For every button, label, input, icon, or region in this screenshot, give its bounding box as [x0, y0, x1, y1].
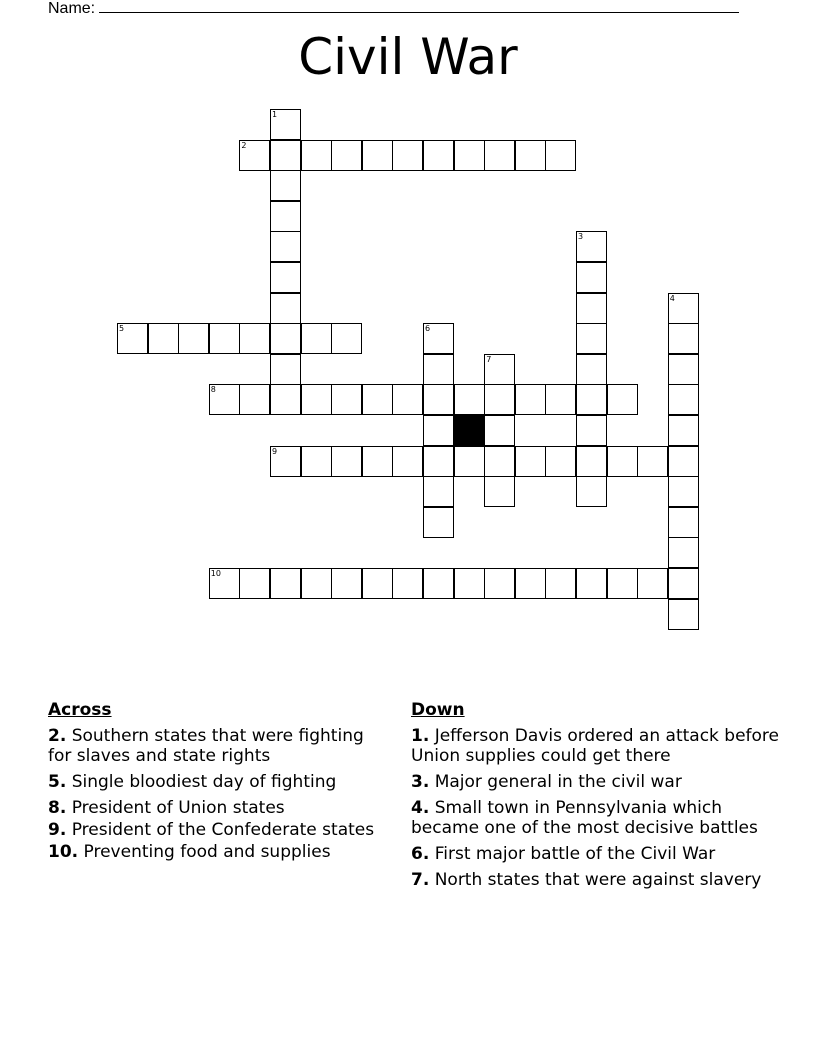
cell-number: 3	[578, 232, 584, 242]
across-clue-10	[48, 842, 388, 862]
grid-cell[interactable]	[270, 568, 301, 599]
grid-cell[interactable]	[362, 446, 393, 477]
across-clue-8	[48, 798, 388, 818]
name-label: Name:	[48, 0, 96, 17]
grid-cell[interactable]	[362, 140, 393, 171]
grid-cell[interactable]	[301, 446, 332, 477]
clue-text: First major battle of the Civil War	[434, 844, 716, 864]
across-clue-2	[48, 726, 388, 766]
clue-number: 10.	[48, 842, 79, 862]
grid-cell[interactable]	[331, 384, 362, 415]
grid-cell[interactable]	[454, 140, 485, 171]
clue-text: Southern states that were fighting for slaves and state rights	[48, 726, 364, 766]
grid-cell[interactable]	[270, 231, 301, 262]
grid-cell[interactable]	[576, 446, 607, 477]
grid-cell[interactable]	[576, 354, 607, 385]
grid-cell[interactable]	[331, 323, 362, 354]
grid-cell[interactable]	[148, 323, 179, 354]
grid-cell[interactable]	[454, 568, 485, 599]
grid-cell[interactable]	[423, 384, 454, 415]
grid-cell[interactable]	[270, 354, 301, 385]
grid-cell[interactable]	[301, 140, 332, 171]
grid-cell[interactable]	[331, 568, 362, 599]
grid-cell[interactable]	[484, 446, 515, 477]
clue-number: 8.	[48, 798, 67, 818]
grid-cell[interactable]	[607, 568, 638, 599]
grid-cell[interactable]	[423, 568, 454, 599]
clue-text: North states that were against slavery	[434, 870, 762, 890]
grid-cell[interactable]	[454, 446, 485, 477]
grid-cell[interactable]	[301, 323, 332, 354]
grid-cell[interactable]	[668, 507, 699, 538]
down-heading: Down	[411, 700, 465, 720]
grid-cell[interactable]	[484, 476, 515, 507]
grid-cell[interactable]	[423, 415, 454, 446]
grid-cell[interactable]	[423, 140, 454, 171]
grid-cell[interactable]	[668, 446, 699, 477]
grid-cell[interactable]	[607, 384, 638, 415]
grid-cell[interactable]	[117, 323, 148, 354]
grid-cell[interactable]	[209, 323, 240, 354]
grid-cell[interactable]	[484, 354, 515, 385]
clue-text: Major general in the civil war	[434, 772, 682, 792]
grid-cell[interactable]	[515, 140, 546, 171]
clue-number: 5.	[48, 772, 67, 792]
grid-cell[interactable]	[392, 140, 423, 171]
grid-cell[interactable]	[576, 384, 607, 415]
clue-number: 4.	[411, 798, 430, 818]
across-clue-9	[48, 820, 388, 840]
grid-cell[interactable]	[270, 384, 301, 415]
grid-cell[interactable]	[668, 323, 699, 354]
cell-number: 4	[669, 293, 675, 303]
grid-cell[interactable]	[392, 568, 423, 599]
grid-cell[interactable]	[423, 446, 454, 477]
grid-cell[interactable]	[362, 384, 393, 415]
grid-cell[interactable]	[270, 201, 301, 232]
grid-cell[interactable]	[270, 170, 301, 201]
grid-cell[interactable]	[362, 568, 393, 599]
down-clue-6	[411, 844, 781, 864]
grid-cell[interactable]	[239, 323, 270, 354]
grid-cell[interactable]	[239, 140, 270, 171]
grid-cell[interactable]	[331, 446, 362, 477]
grid-cell[interactable]	[239, 384, 270, 415]
grid-cell[interactable]	[576, 293, 607, 324]
grid-cell[interactable]	[270, 109, 301, 140]
grid-cell[interactable]	[239, 568, 270, 599]
clue-text: Jefferson Davis ordered an attack before Union supplies could get there	[411, 726, 780, 766]
clue-number: 6.	[411, 844, 430, 864]
grid-cell[interactable]	[545, 568, 576, 599]
down-clue-7	[411, 870, 781, 890]
grid-cell[interactable]	[270, 323, 301, 354]
grid-cell[interactable]	[270, 140, 301, 171]
grid-cell[interactable]	[576, 476, 607, 507]
grid-cell[interactable]	[668, 384, 699, 415]
cell-number: 6	[425, 324, 431, 334]
grid-cell[interactable]	[392, 384, 423, 415]
grid-cell[interactable]	[637, 446, 668, 477]
grid-cell[interactable]	[484, 415, 515, 446]
grid-cell[interactable]	[668, 537, 699, 568]
down-clue-1	[411, 726, 781, 766]
grid-cell[interactable]	[270, 446, 301, 477]
clue-number: 9.	[48, 820, 67, 840]
clue-text: Preventing food and supplies	[83, 842, 331, 862]
clue-text: Small town in Pennsylvania which became one of the most decisive battles	[411, 798, 758, 838]
grid-cell[interactable]	[301, 384, 332, 415]
across-clues	[48, 700, 388, 868]
clue-number: 3.	[411, 772, 430, 792]
grid-cell[interactable]	[423, 476, 454, 507]
cell-number: 8	[210, 385, 216, 395]
grid-cell[interactable]	[576, 231, 607, 262]
page-title: Civil War	[298, 28, 518, 86]
cell-number: 9	[272, 446, 278, 456]
clue-text: President of Union states	[71, 798, 285, 818]
grid-cell[interactable]	[331, 140, 362, 171]
grid-cell[interactable]	[637, 568, 668, 599]
clue-text: President of the Confederate states	[71, 820, 375, 840]
grid-cell[interactable]	[668, 293, 699, 324]
grid-cell[interactable]	[209, 568, 240, 599]
grid-cell[interactable]	[270, 262, 301, 293]
clue-number: 1.	[411, 726, 430, 746]
grid-cell[interactable]	[484, 568, 515, 599]
grid-cell[interactable]	[668, 415, 699, 446]
grid-cell[interactable]	[178, 323, 209, 354]
cell-number: 5	[119, 324, 125, 334]
grid-cell[interactable]	[545, 446, 576, 477]
grid-cell[interactable]	[576, 415, 607, 446]
cell-number: 1	[272, 110, 278, 119]
grid-cell[interactable]	[576, 568, 607, 599]
clue-number: 2.	[48, 726, 67, 746]
across-clue-5	[48, 772, 388, 792]
cell-number: 10	[210, 569, 221, 578]
grid-cell[interactable]	[576, 323, 607, 354]
black-cell	[454, 415, 485, 446]
grid-cell[interactable]	[484, 384, 515, 415]
grid-cell[interactable]	[545, 140, 576, 171]
down-clue-4	[411, 798, 781, 838]
cell-number: 7	[486, 354, 492, 364]
grid-cell[interactable]	[392, 446, 423, 477]
grid-cell[interactable]	[668, 476, 699, 507]
clue-number: 7.	[411, 870, 430, 890]
grid-cell[interactable]	[515, 446, 546, 477]
grid-cell[interactable]	[668, 354, 699, 385]
down-clues	[411, 700, 781, 896]
down-clue-3	[411, 772, 781, 792]
grid-cell[interactable]	[576, 262, 607, 293]
grid-cell[interactable]	[668, 599, 699, 630]
grid-cell[interactable]	[515, 384, 546, 415]
across-heading: Across	[48, 700, 112, 720]
grid-cell[interactable]	[515, 568, 546, 599]
cell-number: 2	[241, 140, 247, 150]
grid-cell[interactable]	[270, 293, 301, 324]
grid-cell[interactable]	[454, 384, 485, 415]
grid-cell[interactable]	[545, 384, 576, 415]
grid-cell[interactable]	[607, 446, 638, 477]
grid-cell[interactable]	[668, 568, 699, 599]
clue-text: Single bloodiest day of fighting	[71, 772, 337, 792]
grid-cell[interactable]	[423, 354, 454, 385]
grid-cell[interactable]	[484, 140, 515, 171]
grid-cell[interactable]	[301, 568, 332, 599]
grid-cell[interactable]	[423, 323, 454, 354]
grid-cell[interactable]	[209, 384, 240, 415]
grid-cell[interactable]	[423, 507, 454, 538]
